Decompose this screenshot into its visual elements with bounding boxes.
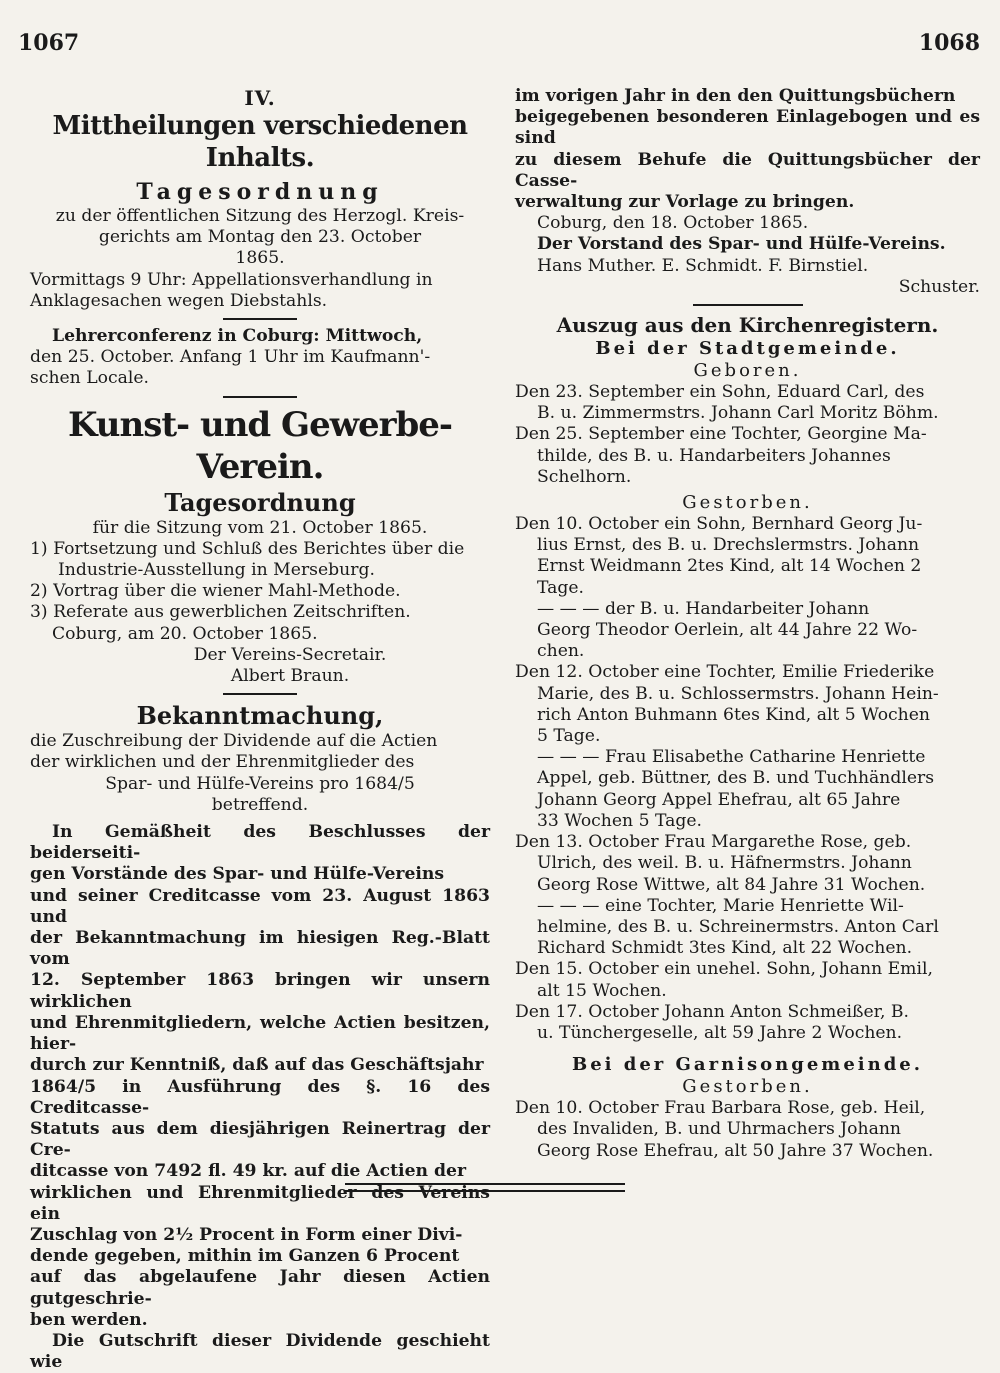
bekannt-intro-line: die Zuschreibung der Dividende auf die Actien [30, 731, 438, 752]
entry-line: B. u. Zimmermstrs. Johann Carl Moritz Böhm. [537, 403, 939, 424]
right-date: Coburg, den 18. October 1865. [537, 213, 809, 234]
body-line: durch zur Kenntniß, daß auf das Geschäftsjahr [30, 1055, 484, 1076]
entry-line: rich Anton Buhmann 6tes Kind, alt 5 Wochen [537, 704, 930, 725]
court-line: Vormittags 9 Uhr: Appellationsverhandlung in [30, 269, 433, 290]
entry-line: u. Tünchergeselle, alt 59 Jahre 2 Wochen. [537, 1022, 903, 1043]
kunst-signer-role: Der Vereins-Secretair. [193, 644, 387, 665]
kunst-subtitle: für die Sitzung vom 21. October 1865. [92, 517, 428, 538]
entry-line: chen. [537, 641, 585, 662]
bekannt-body [30, 822, 490, 1331]
body-line: dende gegeben, mithin im Ganzen 6 Procent [30, 1246, 460, 1267]
kunst-signer-name: Albert Braun. [230, 666, 350, 687]
death-entry [515, 1098, 980, 1162]
section-number: IV. [244, 86, 276, 110]
entry-line: Den 17. October Johann Anton Schmeißer, B. [515, 1001, 909, 1022]
entry-line: helmine, des B. u. Schreinermstrs. Anton Carl [537, 916, 939, 937]
entry-line: Appel, geb. Büttner, des B. und Tuchhändlers [537, 768, 935, 789]
entry-line: Johann Georg Appel Ehefrau, alt 65 Jahre [537, 789, 901, 810]
death-entry [515, 747, 980, 832]
entry-line: Den 25. September eine Tochter, Georgine Ma- [515, 424, 927, 445]
board-title: Der Vorstand des Spar- und Hülfe-Vereins. [537, 234, 946, 255]
body-line: auf das abgelaufene Jahr diesen Actien gutgeschrie- [30, 1267, 490, 1309]
board-names: Hans Muther. E. Schmidt. F. Birnstiel. [537, 255, 869, 276]
continuation-line: zu diesem Behufe die Quittungsbücher der Casse- [515, 149, 980, 191]
teachers-notice-line: schen Locale. [30, 368, 149, 389]
kirchen-title: Auszug aus den Kirchenregistern. [556, 313, 939, 338]
court-agenda-heading: Tagesordnung [136, 179, 384, 205]
entry-line: Den 13. October Frau Margarethe Rose, geb. [515, 832, 912, 853]
entry-line: des Invaliden, B. und Uhrmachers Johann [537, 1119, 901, 1140]
stadt-heading: Bei der Stadtgemeinde. [595, 338, 900, 360]
death-entry [515, 896, 980, 960]
body-line: gen Vorstände des Spar- und Hülfe-Vereins [30, 864, 445, 885]
page-number-right: 1068 [918, 30, 980, 56]
board-names-2: Schuster. [898, 276, 980, 297]
entry-line: Tage. [537, 577, 585, 598]
body-line: ben werden. [30, 1309, 148, 1330]
kunst-item: 2) Vortrag über die wiener Mahl-Methode. [30, 581, 401, 602]
birth-entry [515, 424, 980, 488]
kunst-agenda-heading: Tagesordnung [164, 487, 356, 517]
death-entry [515, 959, 980, 1001]
entry-line: Schelhorn. [537, 466, 632, 487]
entry-line: Georg Theodor Oerlein, alt 44 Jahre 22 Wo- [537, 620, 918, 641]
kunst-item: Industrie-Ausstellung in Merseburg. [58, 560, 375, 581]
court-line: zu der öffentlichen Sitzung des Herzogl. Kreis- [55, 206, 465, 226]
continuation-line: beigegebenen besonderen Einlagebogen und es sind [515, 107, 980, 149]
body-line: wirklichen und Ehrenmitglieder des Vereins ein [30, 1182, 490, 1224]
teachers-notice-line: Lehrerconferenz in Coburg: Mittwoch, [52, 326, 423, 347]
body-line: ditcasse von 7492 fl. 49 kr. auf die Actien der [30, 1161, 466, 1182]
entry-line: Den 10. October Frau Barbara Rose, geb. Heil, [515, 1098, 926, 1119]
bekannt-intro-line: betreffend. [211, 794, 309, 815]
bekannt-intro-line: der wirklichen und der Ehrenmitglieder des [30, 752, 415, 773]
bottom-double-rule [345, 1183, 625, 1192]
divider [223, 396, 297, 398]
court-line: gerichts am Montag den 23. October [98, 227, 422, 248]
bekannt-intro-line: Spar- und Hülfe-Vereins pro 1684/5 [105, 773, 415, 794]
gestorben2-heading: Gestorben. [682, 1076, 813, 1098]
entry-line: Marie, des B. u. Schlossermstrs. Johann Hein- [537, 683, 939, 704]
entry-line: 33 Wochen 5 Tage. [537, 810, 702, 831]
death-entry [515, 514, 980, 599]
court-line: 1865. [235, 248, 285, 269]
geboren-heading: Geboren. [693, 360, 802, 382]
kunst-date: Coburg, am 20. October 1865. [52, 623, 318, 644]
death-entry [515, 832, 980, 896]
body-line: Statuts aus dem diesjährigen Reinertrag der Cre- [30, 1118, 490, 1161]
kunst-verein-title: Kunst- und Gewerbe-Verein. [67, 404, 453, 487]
divider [223, 693, 297, 695]
teachers-notice-line: den 25. October. Anfang 1 Uhr im Kaufmann'- [30, 347, 431, 368]
body-line: und seiner Creditcasse vom 23. August 1863 und [30, 885, 490, 927]
continuation-line: verwaltung zur Vorlage zu bringen. [515, 192, 855, 213]
entry-line: alt 15 Wochen. [537, 980, 667, 1001]
body-line: 1864/5 in Ausführung des §. 16 des Creditcasse- [30, 1076, 490, 1118]
gestorben-heading: Gestorben. [682, 492, 813, 514]
left-column [30, 86, 490, 1373]
birth-entry [515, 382, 980, 424]
bekannt-last-line: Die Gutschrift dieser Dividende geschieht wie [30, 1330, 490, 1373]
section-title: Mittheilungen verschiedenen Inhalts. [52, 111, 468, 173]
body-line: Zuschlag von 2½ Procent in Form einer Divi- [30, 1224, 463, 1245]
kunst-item: 3) Referate aus gewerblichen Zeitschriften. [30, 602, 411, 623]
death-entry [515, 1002, 980, 1044]
entry-line: 5 Tage. [537, 726, 601, 747]
page-number-left: 1067 [18, 30, 80, 56]
entry-line: — — — Frau Elisabethe Catharine Henriette [537, 747, 926, 768]
divider [223, 318, 297, 320]
entry-line: — — — der B. u. Handarbeiter Johann [537, 598, 870, 619]
entry-line: Georg Rose Ehefrau, alt 50 Jahre 37 Wochen. [537, 1140, 934, 1161]
court-line: Anklagesachen wegen Diebstahls. [30, 290, 328, 311]
entry-line: Den 23. September ein Sohn, Eduard Carl, des [515, 382, 925, 403]
body-line: und Ehrenmitgliedern, welche Actien besitzen, hier- [30, 1012, 490, 1055]
entry-line: Ernst Weidmann 2tes Kind, alt 14 Wochen 2 [537, 556, 922, 577]
body-line: der Bekanntmachung im hiesigen Reg.-Blatt vom [30, 928, 490, 970]
body-line: In Gemäßheit des Beschlusses der beiderseiti- [30, 822, 490, 864]
entry-line: Den 12. October eine Tochter, Emilie Friederike [515, 662, 935, 683]
continuation-line: im vorigen Jahr in den den Quittungsbüchern [515, 86, 956, 106]
death-entry [515, 599, 980, 663]
entry-line: lius Ernst, des B. u. Drechslermstrs. Johann [537, 535, 920, 556]
body-line: 12. September 1863 bringen wir unsern wirklichen [30, 970, 490, 1012]
right-column [515, 86, 980, 1162]
entry-line: Georg Rose Wittwe, alt 84 Jahre 31 Wochen. [537, 874, 926, 895]
entry-line: — — — eine Tochter, Marie Henriette Wil- [537, 895, 904, 916]
entry-line: Den 15. October ein unehel. Sohn, Johann Emil, [515, 959, 933, 980]
entry-line: Richard Schmidt 3tes Kind, alt 22 Wochen. [537, 938, 913, 959]
divider [693, 304, 803, 306]
bekanntmachung-title: Bekanntmachung, [136, 701, 384, 731]
garnison-heading: Bei der Garnisongemeinde. [572, 1054, 923, 1076]
kunst-item: 1) Fortsetzung und Schluß des Berichtes über die [30, 538, 465, 559]
entry-line: thilde, des B. u. Handarbeiters Johannes [537, 445, 891, 466]
entry-line: Den 10. October ein Sohn, Bernhard Georg Ju- [515, 514, 923, 535]
death-entry [515, 662, 980, 747]
entry-line: Ulrich, des weil. B. u. Häfnermstrs. Johann [537, 853, 912, 874]
